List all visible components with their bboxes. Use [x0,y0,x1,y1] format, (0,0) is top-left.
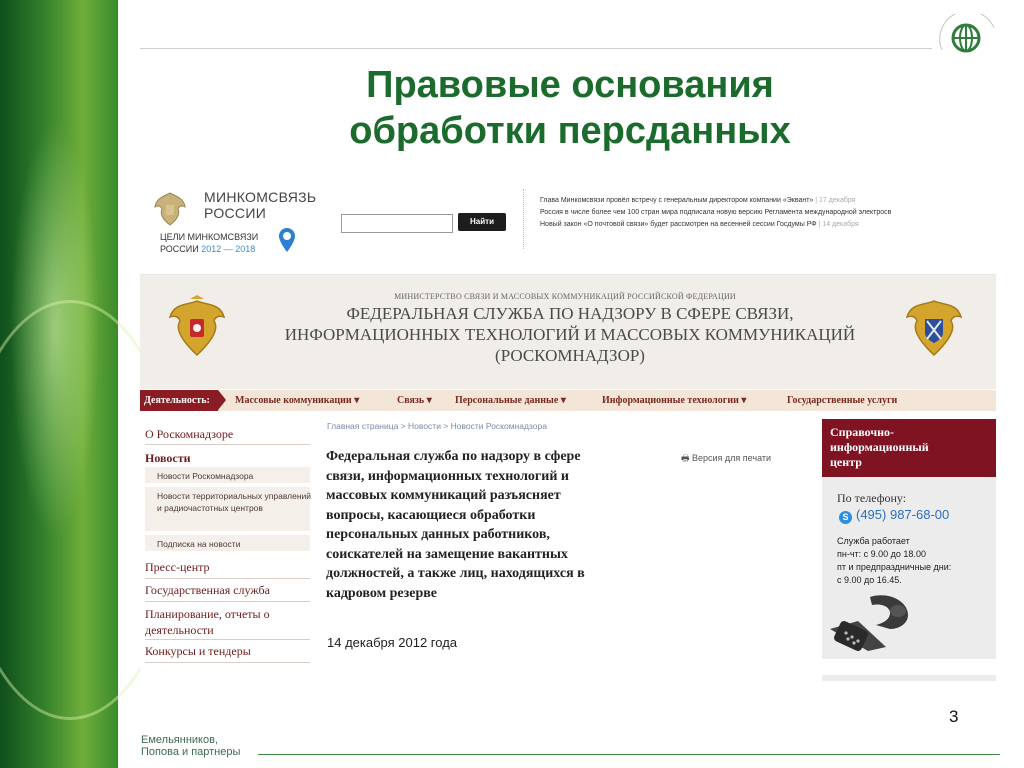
sidebar-subitem-territorial-news[interactable]: Новости территориальных управлений и радиочастотных центров [157,491,312,513]
telephone-icon [828,589,912,659]
ministry-name-line-2: РОССИИ [204,205,267,221]
nav-item-communications[interactable]: Связь ▾ [397,395,432,406]
ministry-caption: МИНИСТЕРСТВО СВЯЗИ И МАССОВЫХ КОММУНИКАЦИЙ РОССИЙСКОЙ ФЕДЕРАЦИИ [394,292,736,301]
news-date: | 17 декабря [815,197,856,204]
sidebar-item-press[interactable]: Пресс-центр [145,560,210,574]
slide-title [140,62,1000,154]
news-link[interactable] [540,195,996,207]
coat-of-arms-icon [152,189,188,229]
article-date: 14 декабря 2012 года [327,635,458,650]
print-version-label: Версия для печати [692,453,772,463]
news-ticker [540,195,996,231]
news-link[interactable] [540,207,996,219]
nav-item-public-services[interactable]: Государственные услуги [787,395,898,406]
phone-number[interactable]: S (495) 987-68-00 [839,507,949,524]
footer-company-logo [141,734,240,758]
sidebar-item-news[interactable]: Новости [145,451,191,465]
news-date: | 14 декабря [818,221,859,228]
working-hours: Служба работает пн-чт: с 9.00 до 18.00 пт и предпраздничные дни: с 9.00 до 16.45. [837,536,952,585]
news-link[interactable] [540,219,996,231]
info-center-box [822,419,996,659]
info-center-title[interactable]: Справочно- информационный центр [822,419,996,477]
nav-label: Деятельность: [140,390,218,411]
search-button[interactable]: Найти [458,213,506,231]
breadcrumb[interactable]: Главная страница > Новости > Новости Роскомнадзора [327,421,547,431]
info-box-secondary [822,675,996,681]
rkn-title-line-1: ФЕДЕРАЛЬНАЯ СЛУЖБА ПО НАДЗОРУ В СФЕРЕ СВЯЗИ, [346,304,794,323]
map-pin-icon[interactable] [278,227,296,253]
printer-icon: 🖶 [681,453,690,463]
minkomsvyaz-header [140,183,996,275]
goals-line-1: ЦЕЛИ МИНКОМСВЯЗИ [160,232,259,242]
slide-title-line-1: Правовые основания [366,64,774,106]
double-headed-eagle-icon [166,295,228,361]
slide-title-line-2: обработки персданных [349,110,791,152]
agency-logo-icon [936,14,1000,60]
goals-line-2: РОССИИ [160,244,199,254]
footer-logo-line-1: Емельянников, [141,734,219,746]
website-screenshot [140,183,996,681]
sidebar-item-contests[interactable]: Конкурсы и тендеры [145,644,251,658]
article-title: Федеральная служба по надзору в сфере связи, информационных технологий и массовых коммуникаций разъясняет вопросы, касающиеся обработки персональных данных работников, соискателей на замещение вакантных должностей, а также лиц, находящихся в кадровом резерве [326,449,585,601]
sidebar-subitem-subscription[interactable]: Подписка на новости [157,539,241,549]
news-text: Россия в числе более чем 100 стран мира подписала новую версию Регламента международной электросв [540,209,892,216]
ministry-goals-link[interactable] [160,231,258,255]
sidebar-item-gov-service[interactable]: Государственная служба [145,583,270,597]
rkn-title-line-3: (РОСКОМНАДЗОР) [495,346,645,365]
ministry-name-line-1: МИНКОМСВЯЗЬ [204,189,317,205]
news-text: Глава Минкомсвязи провёл встречу с генеральным директором компании «Эквант» [540,197,814,204]
nav-item-information-technologies[interactable]: Информационные технологии ▾ [602,395,747,406]
sidebar [140,419,316,681]
decorative-band [0,0,118,768]
rkn-emblem-icon [903,295,965,361]
sidebar-item-planning[interactable]: Планирование, отчеты о деятельности [145,607,270,637]
ministry-name[interactable] [204,189,316,221]
sidebar-subitem-rkn-news[interactable]: Новости Роскомнадзора [157,471,254,481]
top-divider [140,48,932,49]
slide-number: 3 [949,707,959,726]
search-input[interactable] [341,214,453,233]
rkn-header [140,275,996,389]
nav-item-mass-communications[interactable]: Массовые коммуникации ▾ [235,395,360,406]
footer-divider [258,754,1000,755]
nav-item-personal-data[interactable]: Персональные данные ▾ [455,395,566,406]
phone-label: По телефону: [837,491,907,505]
sidebar-item-about[interactable]: О Роскомнадзоре [145,427,234,441]
goals-years: 2012 — 2018 [201,244,256,254]
footer-logo-line-2: Попова и партнеры [141,746,241,758]
activity-nav [140,390,996,411]
news-text: Новый закон «О почтовой связи» будет рассмотрен на весенней сессии Госдумы РФ [540,221,817,228]
header-divider [523,189,524,249]
skype-icon: S [839,511,852,524]
print-version-link[interactable] [681,451,771,467]
rkn-title[interactable] [240,303,900,366]
rkn-title-line-2: ИНФОРМАЦИОННЫХ ТЕХНОЛОГИЙ И МАССОВЫХ КОММУНИКАЦИЙ [284,325,856,344]
